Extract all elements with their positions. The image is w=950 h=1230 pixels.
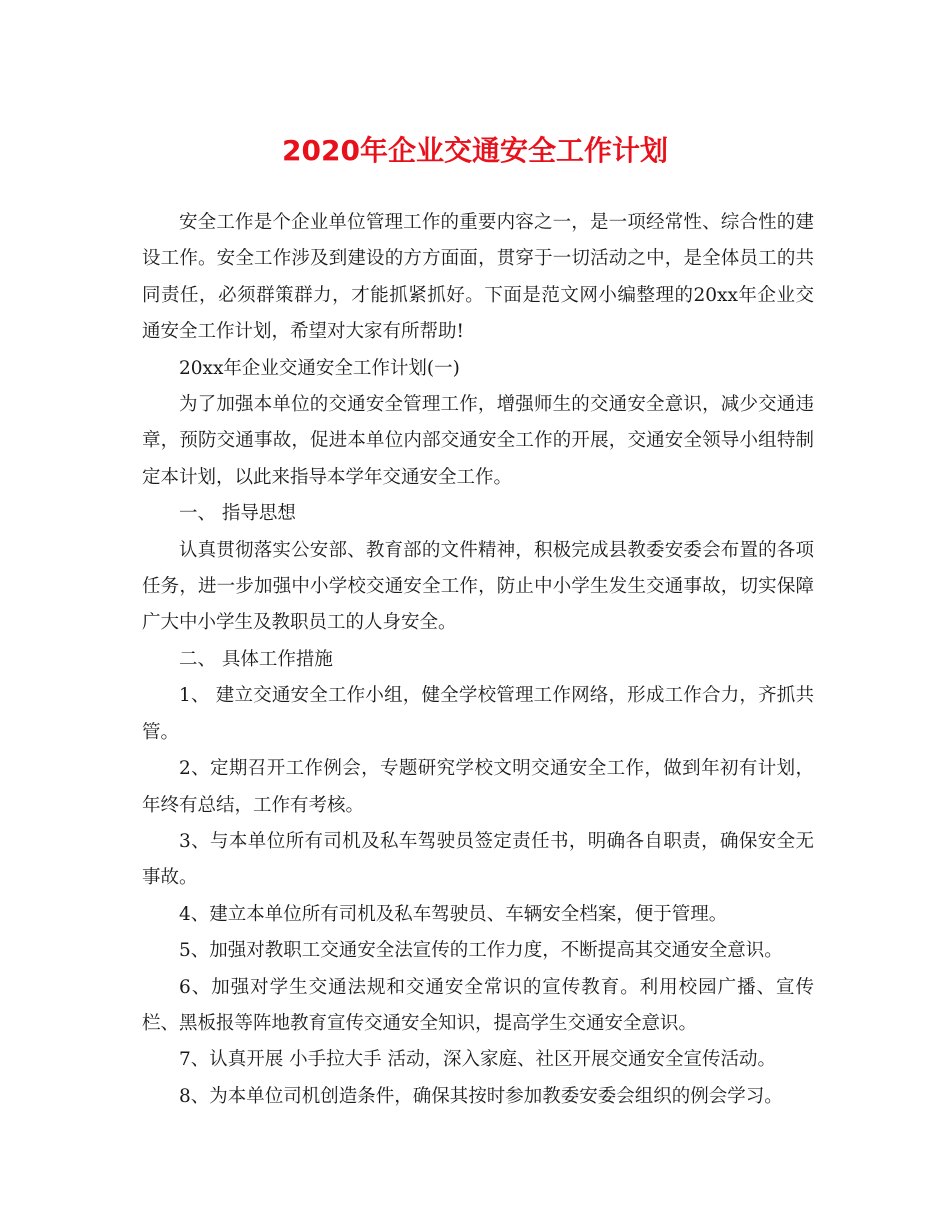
intro-paragraph: 安全工作是个企业单位管理工作的重要内容之一，是一项经常性、综合性的建设工作。安全工作涉及到建设的方方面面，贯穿于一切活动之中，是全体员工的共同责任，必须群策群力，才能抓紧抓好。下面是范文网小编整理的20xx年企业交通安全工作计划，希望对大家有所帮助! [142, 212, 814, 343]
measure-item-7: 7、认真开展 小手拉大手 活动，深入家庭、社区开展交通安全宣传活动。 [179, 1049, 777, 1071]
measure-item-3: 3、与本单位所有司机及私车驾驶员签定责任书，明确各自职责，确保安全无事故。 [142, 830, 814, 889]
document-body [142, 205, 814, 1115]
measure-item-5: 5、加强对教职工交通安全法宣传的工作力度，不断提高其交通安全意识。 [179, 940, 783, 962]
guiding-thought-paragraph: 认真贯彻落实公安部、教育部的文件精神，积极完成县教委安委会布置的各项任务，进一步加强中小学校交通安全工作，防止中小学生发生交通事故，切实保障广大中小学生及教职员工的人身安全。 [142, 539, 814, 634]
section-heading-measures: 二、 具体工作措施 [179, 648, 333, 670]
purpose-paragraph: 为了加强本单位的交通安全管理工作，增强师生的交通安全意识，减少交通违章，预防交通事故，促进本单位内部交通安全工作的开展，交通安全领导小组特制定本计划，以此来指导本学年交通安全工作。 [142, 394, 814, 488]
measure-item-1: 1、 建立交通安全工作小组，健全学校管理工作网络，形成工作合力，齐抓共管。 [142, 685, 814, 743]
document-title: 2020年企业交通安全工作计划 [282, 134, 668, 167]
measure-item-6: 6、加强对学生交通法规和交通安全常识的宣传教育。利用校园广播、宣传栏、黑板报等阵地教育宣传交通安全知识，提高学生交通安全意识。 [142, 976, 814, 1034]
measure-item-2: 2、定期召开工作例会，专题研究学校文明交通安全工作，做到年初有计划，年终有总结，工作有考核。 [142, 758, 814, 816]
section-heading-guiding-thought: 一、 指导思想 [179, 503, 296, 525]
measure-item-4: 4、建立本单位所有司机及私车驾驶员、车辆安全档案，便于管理。 [179, 903, 728, 925]
plan-heading: 20xx年企业交通安全工作计划(一) [179, 357, 460, 379]
measure-item-8: 8、为本单位司机创造条件，确保其按时参加教委安委会组织的例会学习。 [179, 1085, 783, 1107]
